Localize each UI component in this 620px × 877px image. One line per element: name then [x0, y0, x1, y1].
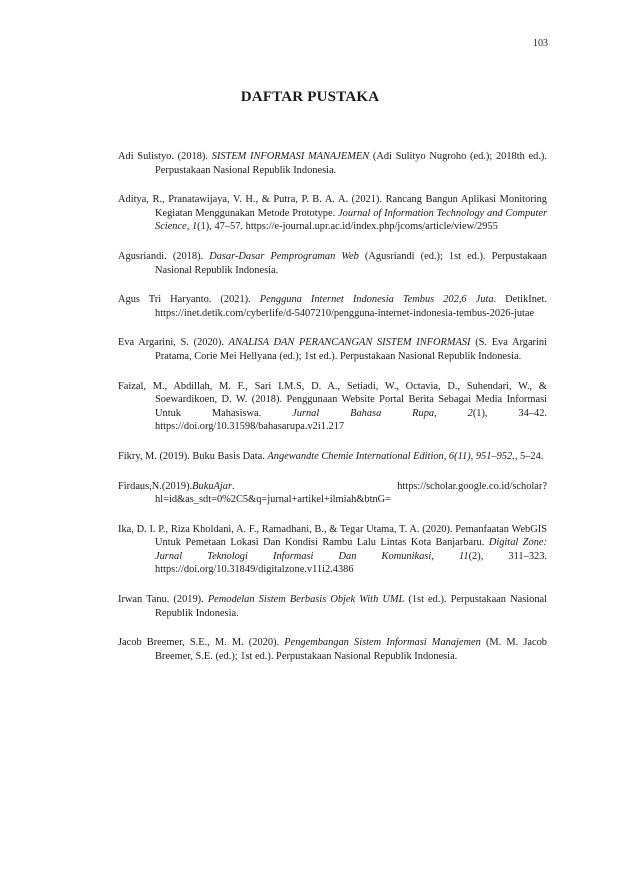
- ref-volume: 11: [458, 550, 469, 562]
- ref-title: Pengguna Internet Indonesia Tembus 202,6 Juta: [259, 294, 494, 306]
- ref-journal: Jurnal Bahasa Rupa: [292, 407, 435, 419]
- ref-segment: Aditya, R., Pranatawijaya, V. H., & Putra, P. B. A. A. (2021). Rancang Bangun Aplikasi Monitoring Kegiatan Menggunakan Metode Prototype.: [118, 194, 547, 219]
- ref-segment: . https://scholar.google.co.id/scholar?hl=id&as_sdt=0%2C5&q=jurnal+artikel+ilmiah&btnG=: [155, 480, 547, 506]
- ref-title: Dasar-Dasar Pemprograman Web: [209, 250, 359, 262]
- ref-segment: (1), 34–42. https://doi.org/10.31598/bahasarupa.v2i1.217: [155, 407, 547, 433]
- ref-segment: (1st ed.). Perpustakaan Nasional Republik Indonesia.: [155, 594, 548, 619]
- reference-entry: [118, 193, 547, 234]
- ref-segment: Firdaus,N.(2019).: [118, 480, 193, 492]
- ref-segment: ,: [434, 407, 468, 419]
- ref-segment: Fikry, M. (2019). Buku Basis Data.: [118, 450, 268, 462]
- ref-title: SISTEM INFORMASI MANAJEMEN: [211, 151, 370, 162]
- ref-volume: 1: [191, 221, 198, 233]
- ref-title: Pemodelan Sistem Berbasis Objek With UML: [207, 594, 405, 606]
- reference-entry: [118, 293, 547, 320]
- reference-entry: [118, 480, 547, 507]
- ref-segment: (M. M. Jacob Breemer, S.E. (ed.); 1st ed.). Perpustakaan Nasional Republik Indonesia.: [155, 637, 547, 662]
- ref-segment: Adi Sulistyo. (2018).: [118, 151, 212, 162]
- reference-entry: [118, 250, 547, 277]
- page-number: 103: [533, 38, 548, 49]
- ref-segment: Agusriandi. (2018).: [118, 250, 210, 262]
- ref-title: ANALISA DAN PERANCANGAN SISTEM INFORMASI: [228, 337, 471, 349]
- ref-segment: Agus Tri Haryanto. (2021).: [118, 294, 260, 306]
- reference-entry: [118, 150, 547, 177]
- reference-entry: [118, 450, 547, 464]
- page-title: DAFTAR PUSTAKA: [240, 89, 380, 105]
- ref-segment: (S. Eva Argarini Pratama, Corie Mei Hellyana (ed.); 1st ed.). Perpustakaan Nasional Republik Indonesia.: [155, 337, 547, 362]
- ref-segment: (Adi Sulityo Nugroho (ed.); 2018th ed.). Perpustakaan Nasional Republik Indonesia.: [155, 151, 547, 176]
- ref-segment: ,: [186, 221, 192, 233]
- ref-segment: . DetikInet. https://inet.detik.com/cyberlife/d-5407210/pengguna-internet-indonesia-tembus-2026-jutae: [155, 294, 547, 319]
- ref-volume: 2: [467, 407, 473, 419]
- reference-entry: [118, 523, 547, 577]
- reference-entry: [118, 336, 547, 363]
- ref-journal: Digital Zone: Jurnal Teknologi Informasi Dan Komunikasi: [155, 537, 548, 562]
- ref-title: BukuAjar: [192, 480, 232, 492]
- ref-segment: ,: [431, 550, 459, 562]
- ref-segment: , 5–24.: [514, 450, 544, 462]
- ref-segment: (Agusriandi (ed.); 1st ed.). Perpustakaan Nasional Republik Indonesia.: [155, 250, 547, 276]
- reference-entry: [118, 380, 547, 434]
- ref-journal: Journal of Information Technology and Computer Science: [155, 207, 547, 233]
- ref-journal: Angewandte Chemie International Edition, 6(11), 951–952.: [267, 450, 515, 462]
- ref-segment: Jacob Breemer, S.E., M. M. (2020).: [118, 637, 285, 649]
- reference-entry: [118, 636, 547, 663]
- ref-segment: Irwan Tanu. (2019).: [118, 594, 208, 606]
- reference-list: [118, 150, 547, 679]
- ref-segment: Faizal, M., Abdillah, M. F., Sari I.M.S, D. A., Setiadi, W., Octavia, D., Suhendari, W., & Soewardikoen, D. W. (2018). Penggunaan Website Portal Berita Sebagai Media Informasi Untuk Mahasiswa.: [118, 380, 547, 419]
- ref-title: Pengembangan Sistem Informasi Manajemen: [284, 637, 481, 649]
- ref-segment: Eva Argarini, S. (2020).: [118, 337, 229, 349]
- ref-segment: Ika, D. I. P., Riza Kholdani, A. F., Ramadhani, B., & Tegar Utama, T. A. (2020). Pemanfaatan WebGIS Untuk Pemetaan Lokasi Dan Kondisi Rambu Lalu Lintas Kota Banjarbaru.: [118, 523, 547, 549]
- ref-segment: (1), 47–57. https://e-journal.upr.ac.id/index.php/jcoms/article/view/2955: [197, 221, 498, 233]
- ref-segment: (2), 311–323. https://doi.org/10.31849/digitalzone.v11i2.4386: [155, 550, 548, 576]
- reference-entry: [118, 593, 547, 620]
